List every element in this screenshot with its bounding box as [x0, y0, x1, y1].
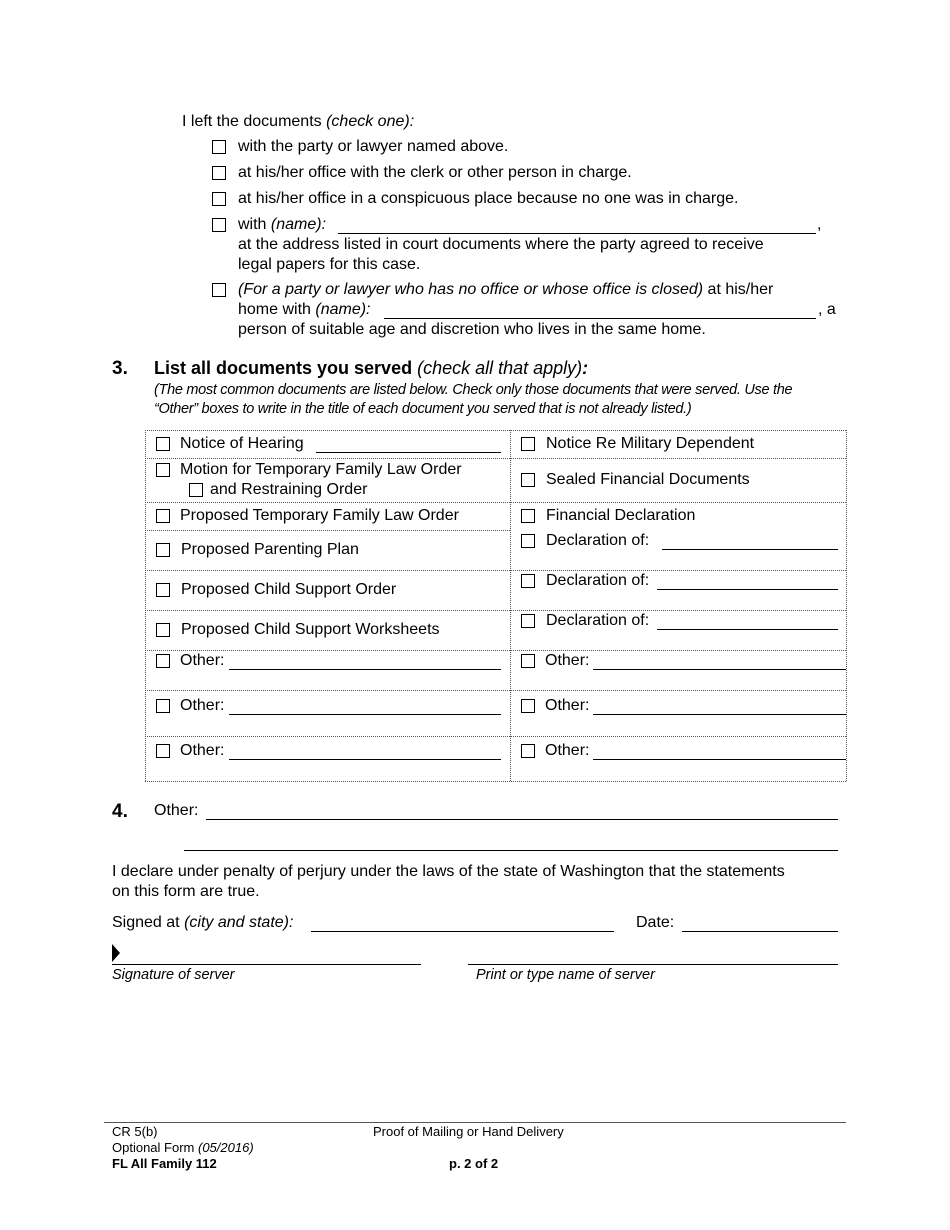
right-other-3-checkbox[interactable] — [521, 744, 535, 758]
declaration-line2: on this form are true. — [112, 883, 260, 900]
left-other-3-checkbox[interactable] — [156, 744, 170, 758]
left-other-2-input[interactable] — [229, 714, 501, 715]
parenting-plan-checkbox[interactable] — [156, 543, 170, 557]
section-4-input-line1[interactable] — [206, 819, 838, 820]
right-other-2-input[interactable] — [593, 714, 846, 715]
opt-with-name-label: with (name): — [238, 216, 327, 233]
date-label: Date: — [636, 914, 675, 931]
declaration-of-2-input[interactable] — [657, 589, 838, 590]
right-other-3-label: Other: — [545, 742, 590, 759]
opt-office-clerk-checkbox[interactable] — [212, 166, 226, 180]
opt-party-lawyer-checkbox[interactable] — [212, 140, 226, 154]
right-other-1-label: Other: — [545, 652, 590, 669]
left-other-2-label: Other: — [180, 697, 225, 714]
child-support-worksheets-checkbox[interactable] — [156, 623, 170, 637]
declaration-line1: I declare under penalty of perjury under the laws of the state of Washington that the statements — [112, 863, 785, 880]
opt-with-name-line2: at the address listed in court documents where the party agreed to receive — [238, 236, 764, 253]
financial-declaration-checkbox[interactable] — [521, 509, 535, 523]
left-other-3-label: Other: — [180, 742, 225, 759]
proposed-temp-order-checkbox[interactable] — [156, 509, 170, 523]
signature-caption: Signature of server — [112, 967, 235, 983]
print-name-input[interactable] — [468, 964, 838, 965]
right-other-2-label: Other: — [545, 697, 590, 714]
declaration-of-3-label: Declaration of: — [546, 612, 650, 629]
child-support-order-label: Proposed Child Support Order — [181, 581, 397, 598]
motion-temp-order-label: Motion for Temporary Family Law Order — [180, 461, 462, 478]
proposed-temp-order-label: Proposed Temporary Family Law Order — [180, 507, 459, 524]
right-other-1-checkbox[interactable] — [521, 654, 535, 668]
declaration-of-1-label: Declaration of: — [546, 532, 650, 549]
opt-home-checkbox[interactable] — [212, 283, 226, 297]
notice-of-hearing-input[interactable] — [316, 452, 501, 453]
left-other-3-input[interactable] — [229, 759, 501, 760]
sealed-financial-label: Sealed Financial Documents — [546, 471, 750, 488]
opt-with-name-line3: legal papers for this case. — [238, 256, 421, 273]
footer-title: Proof of Mailing or Hand Delivery — [373, 1124, 564, 1139]
left-other-2-checkbox[interactable] — [156, 699, 170, 713]
signature-arrow-icon — [112, 944, 120, 962]
declaration-of-3-checkbox[interactable] — [521, 614, 535, 628]
military-dependent-checkbox[interactable] — [521, 437, 535, 451]
signed-at-label: Signed at (city and state): — [112, 914, 294, 931]
declaration-of-1-input[interactable] — [662, 549, 838, 550]
opt-home-line1: (For a party or lawyer who has no office or whose office is closed) at his/her — [238, 281, 774, 298]
military-dependent-label: Notice Re Military Dependent — [546, 435, 755, 452]
opt-with-name-comma: , — [817, 216, 822, 233]
child-support-order-checkbox[interactable] — [156, 583, 170, 597]
declaration-of-3-input[interactable] — [657, 629, 838, 630]
opt-with-name-checkbox[interactable] — [212, 218, 226, 232]
right-other-3-input[interactable] — [593, 759, 846, 760]
footer-fl-code: FL All Family 112 — [112, 1156, 217, 1171]
left-other-1-label: Other: — [180, 652, 225, 669]
parenting-plan-label: Proposed Parenting Plan — [181, 541, 359, 558]
section-3-title: List all documents you served (check all that apply): — [154, 358, 589, 378]
opt-conspicuous-checkbox[interactable] — [212, 192, 226, 206]
left-other-1-input[interactable] — [229, 669, 501, 670]
declaration-of-1-checkbox[interactable] — [521, 534, 535, 548]
declaration-of-2-label: Declaration of: — [546, 572, 650, 589]
print-name-caption: Print or type name of server — [476, 967, 655, 983]
opt-home-line2: home with (name): — [238, 301, 371, 318]
section-3-help-line2: “Other” boxes to write in the title of each document you served that is not already listed.) — [154, 401, 692, 417]
footer-optional-form: Optional Form (05/2016) — [112, 1140, 254, 1155]
opt-conspicuous-label: at his/her office in a conspicuous place because no one was in charge. — [238, 190, 739, 207]
footer-page: p. 2 of 2 — [449, 1156, 499, 1171]
restraining-order-label: and Restraining Order — [210, 481, 368, 498]
opt-home-line3: person of suitable age and discretion who lives in the same home. — [238, 321, 706, 338]
signed-at-input[interactable] — [311, 931, 614, 932]
opt-home-name-input[interactable] — [384, 318, 816, 319]
financial-declaration-label: Financial Declaration — [546, 507, 696, 524]
signature-input[interactable] — [112, 964, 421, 965]
section-3-help-line1: (The most common documents are listed below. Check only those documents that were served. Use the — [154, 382, 793, 398]
opt-party-lawyer-label: with the party or lawyer named above. — [238, 138, 509, 155]
left-documents-intro: I left the documents (check one): — [182, 113, 415, 130]
footer-form-code: CR 5(b) — [112, 1124, 158, 1139]
right-other-1-input[interactable] — [593, 669, 846, 670]
declaration-of-2-checkbox[interactable] — [521, 574, 535, 588]
child-support-worksheets-label: Proposed Child Support Worksheets — [181, 621, 440, 638]
notice-of-hearing-label: Notice of Hearing — [180, 435, 304, 452]
notice-of-hearing-checkbox[interactable] — [156, 437, 170, 451]
left-other-1-checkbox[interactable] — [156, 654, 170, 668]
opt-home-a: , a — [818, 301, 836, 318]
restraining-order-checkbox[interactable] — [189, 483, 203, 497]
sealed-financial-checkbox[interactable] — [521, 473, 535, 487]
date-input[interactable] — [682, 931, 838, 932]
section-4-label: Other: — [154, 802, 199, 819]
section-4-number: 4. — [112, 801, 128, 822]
motion-temp-order-checkbox[interactable] — [156, 463, 170, 477]
section-3-number: 3. — [112, 358, 128, 379]
section-4-input-line2[interactable] — [184, 850, 838, 851]
opt-with-name-input[interactable] — [338, 233, 816, 234]
right-other-2-checkbox[interactable] — [521, 699, 535, 713]
footer-rule — [104, 1122, 846, 1123]
opt-office-clerk-label: at his/her office with the clerk or other person in charge. — [238, 164, 632, 181]
